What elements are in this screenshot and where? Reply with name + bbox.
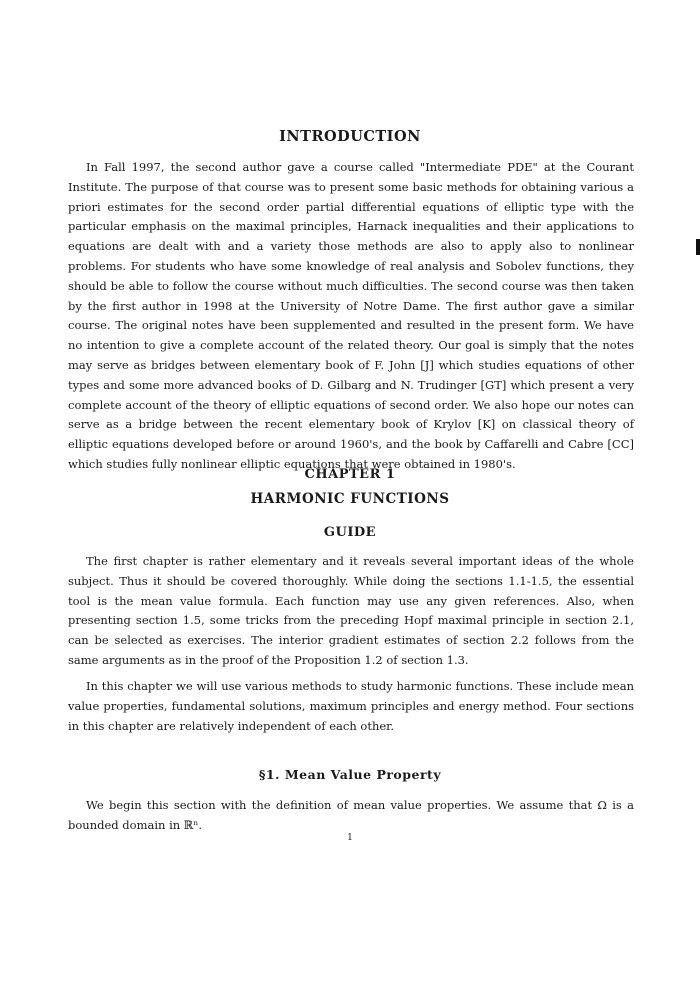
page-number: 1	[347, 833, 353, 843]
introduction-paragraph: In Fall 1997, the second author gave a course called "Intermediate PDE" at the Courant Institute. The purpose of that course was to present some basic methods for obtaining various a priori estimates for the second order partial differential equations of elliptic type with the particular emphasis on the maximal principles, Harnack inequalities and their applications to equations are dealt with and a variety those methods are also to apply also to nonlinear problems. For students who have some knowledge of real analysis and Sobolev functions, they should be able to follow the course without much difficulties. The second course was then taken by the first author in 1998 at the University of Notre Dame. The first author gave a similar course. The original notes have been supplemented and resulted in the present form. We have no intention to give a complete account of the related theory. Our goal is simply that the notes may serve as bridges between elementary book of F. John [J] which studies equations of other types and some more advanced books of D. Gilbarg and N. Trudinger [GT] which present a very complete account of the theory of elliptic equations of second order. We also hope our notes can serve as a bridge between the recent elementary book of Krylov [K] on classical theory of elliptic equations developed before or around 1960's, and the book by Caffarelli and Cabre [CC] which studies fully nonlinear elliptic equations that were obtained in 1980's.	[68, 160, 634, 471]
section-heading: §1. Mean Value Property	[258, 767, 442, 782]
chapter-overview-paragraph: In this chapter we will use various methods to study harmonic functions. These include mean value properties, fundamental solutions, maximum principles and energy method. Four sections in this chapter are relatively independent of each other.	[68, 679, 634, 733]
introduction-heading: INTRODUCTION	[279, 128, 421, 145]
chapter-title: HARMONIC FUNCTIONS	[250, 491, 450, 507]
guide-heading: GUIDE	[323, 525, 377, 540]
chapter-number: CHAPTER 1	[304, 467, 396, 482]
section-paragraph: We begin this section with the definition of mean value properties. We assume that Ω is a bounded domain in ℝⁿ.	[68, 798, 634, 832]
margin-change-bar	[696, 239, 700, 255]
guide-paragraph: The first chapter is rather elementary and it reveals several important ideas of the whole subject. Thus it should be covered thoroughly. While doing the sections 1.1-1.5, the essential tool is the mean value formula. Each function may use any given references. Also, when presenting section 1.5, some tricks from the preceding Hopf maximal principle in section 2.1, can be selected as exercises. The interior gradient estimates of section 2.2 follows from the same arguments as in the proof of the Proposition 1.2 of section 1.3.	[68, 554, 634, 667]
